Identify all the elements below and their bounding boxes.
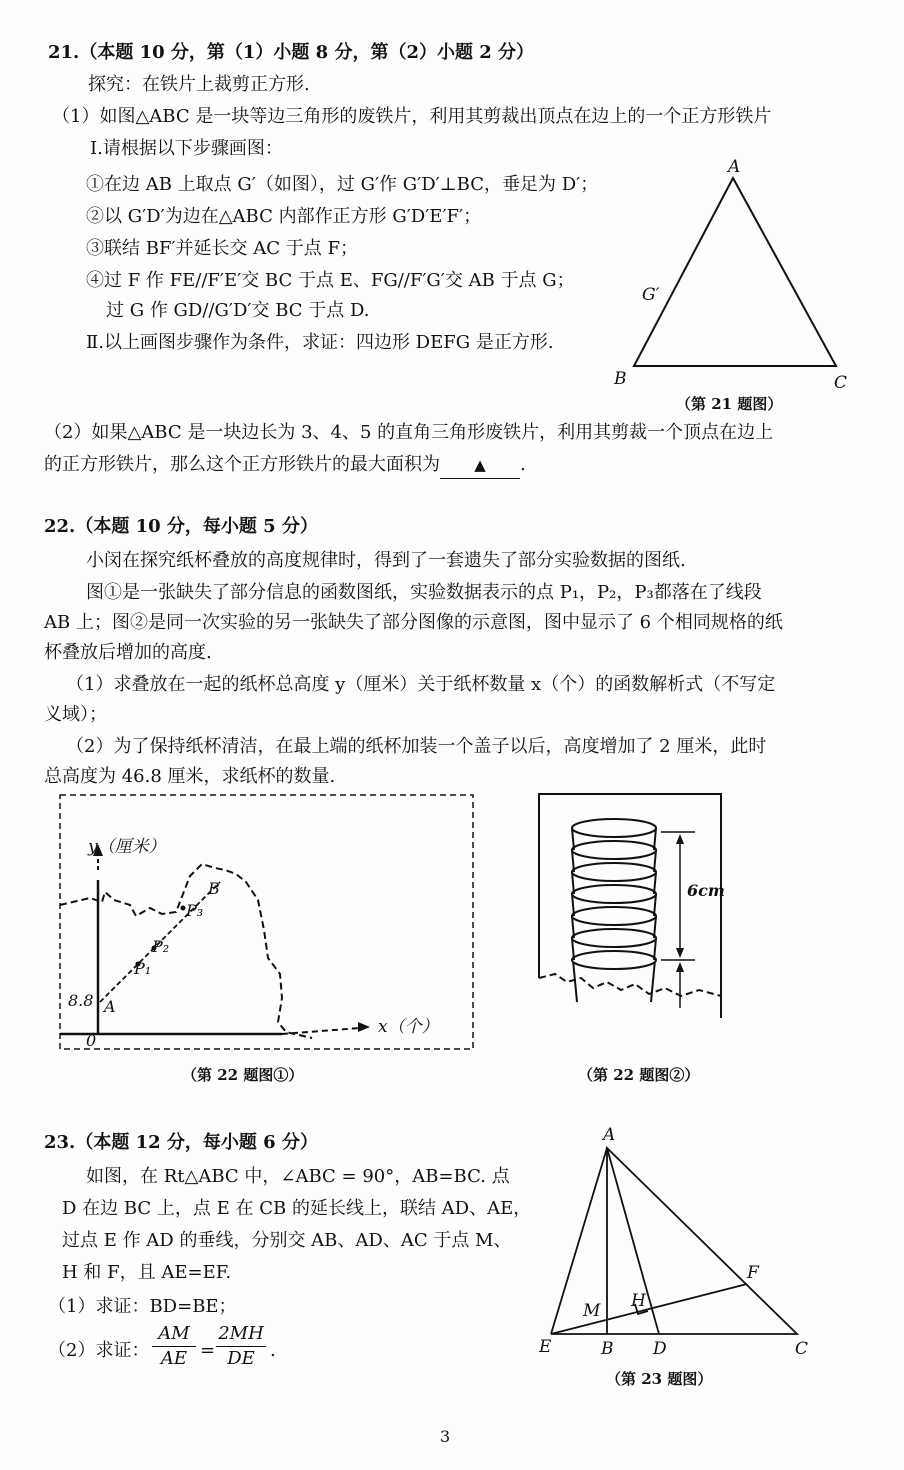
q23-label-B: B xyxy=(601,1339,614,1359)
fraction-AM-AE: $\frac{AM}{AE}$ xyxy=(152,1322,196,1371)
q21-label-C: C xyxy=(834,373,848,393)
q23-line3: 过点 E 作 AD 的垂线，分别交 AB、AD、AC 于点 M、 xyxy=(62,1230,512,1251)
q22-figure1-caption: （第 22 题图①） xyxy=(182,1066,304,1084)
q23-header: 23.（本题 12 分，每小题 6 分） xyxy=(44,1132,318,1153)
q22-para2-line1: 图①是一张缺失了部分信息的函数图纸，实验数据表示的点 P₁，P₂，P₃都落在了线段 xyxy=(86,582,762,603)
q22-figure2-caption: （第 22 题图②） xyxy=(578,1066,700,1084)
q22-figure1-graph xyxy=(50,790,480,1055)
q22-figure2-cups xyxy=(535,792,725,1024)
q21-step-4: ④过 F 作 FE//F′E′交 BC 于点 E、FG//F′G′交 AB 于点 G； xyxy=(86,270,575,291)
q22-question1-line2: 义域）； xyxy=(44,704,107,725)
q22-question2-line2: 总高度为 46.8 厘米，求纸杯的数量. xyxy=(44,766,336,787)
q21-step-2: ②以 G′D′为边在△ABC 内部作正方形 G′D′E′F′； xyxy=(86,206,482,227)
q23-end-period: . xyxy=(270,1340,276,1361)
q22-question2-line1: （2）为了保持纸杯清洁，在最上端的纸杯加装一个盖子以后，高度增加了 2 厘米，此时 xyxy=(66,736,767,757)
q23-label-F: F xyxy=(747,1263,759,1283)
q21-step-3: ③联结 BF′并延长交 AC 于点 F； xyxy=(86,238,358,259)
q23-label-M: M xyxy=(583,1301,601,1321)
q21-part1: （1）如图△ABC 是一块等边三角形的废铁片，利用其剪裁出顶点在边上的一个正方形铁片 xyxy=(52,106,772,127)
x-axis-label: x（个） xyxy=(378,1017,439,1037)
q21-label-B: B xyxy=(614,369,627,389)
q23-question2: （2）求证： xyxy=(48,1340,150,1361)
answer-blank[interactable]: ▲ xyxy=(440,452,520,479)
q21-step-II: Ⅱ.以上画图步骤作为条件，求证：四边形 DEFG 是正方形. xyxy=(86,332,554,353)
q22-header: 22.（本题 10 分，每小题 5 分） xyxy=(44,516,318,537)
label-P2: P₂ xyxy=(152,937,170,956)
q21-figure-triangle xyxy=(600,150,860,400)
q23-figure xyxy=(535,1120,825,1360)
y-intercept-label: 8.8 xyxy=(68,991,94,1010)
q23-figure-caption: （第 23 题图） xyxy=(606,1370,713,1388)
q23-line4: H 和 F，且 AE=EF. xyxy=(62,1262,232,1283)
label-A: A xyxy=(104,997,116,1016)
q23-label-C: C xyxy=(795,1339,809,1359)
q23-line1: 如图，在 Rt△ABC 中，∠ABC = 90°，AB=BC. 点 xyxy=(86,1166,510,1187)
q22-para2-line3: 杯叠放后增加的高度. xyxy=(44,642,212,663)
q21-label-A: A xyxy=(728,157,741,177)
q22-para2-line2: AB 上；图②是同一次实验的另一张缺失了部分图像的示意图，图中显示了 6 个相同规格的纸 xyxy=(44,612,783,633)
q21-intro: 探究：在铁片上裁剪正方形. xyxy=(88,74,310,95)
q21-part2-line2: 的正方形铁片，那么这个正方形铁片的最大面积为 ▲ . xyxy=(44,452,526,479)
label-B: B xyxy=(208,879,220,898)
label-P3: P₃ xyxy=(186,901,204,920)
label-P1: P₁ xyxy=(134,959,152,978)
q23-label-D: D xyxy=(653,1339,667,1359)
equals-sign: = xyxy=(200,1340,216,1361)
q21-step-5: 过 G 作 GD//G′D′交 BC 于点 D. xyxy=(106,300,370,321)
page-number: 3 xyxy=(440,1427,451,1446)
q22-para1: 小闵在探究纸杯叠放的高度规律时，得到了一套遗失了部分实验数据的图纸. xyxy=(86,550,686,571)
q21-step-I: Ⅰ.请根据以下步骤画图： xyxy=(90,138,283,159)
q21-step-1: ①在边 AB 上取点 G′（如图），过 G′作 G′D′⊥BC，垂足为 D′； xyxy=(86,174,599,195)
q21-figure-caption: （第 21 题图） xyxy=(676,395,783,413)
q21-header: 21.（本题 10 分，第（1）小题 8 分，第（2）小题 2 分） xyxy=(48,42,535,63)
q21-label-G-prime: G′ xyxy=(642,285,660,305)
q23-question1: （1）求证：BD=BE； xyxy=(48,1296,237,1317)
q23-label-E: E xyxy=(539,1337,552,1357)
y-axis-label: y（厘米） xyxy=(88,837,166,857)
q23-label-H: H xyxy=(631,1291,646,1311)
q21-part2-line1: （2）如果△ABC 是一块边长为 3、4、5 的直角三角形废铁片，利用其剪裁一个顶点在边上 xyxy=(44,422,774,443)
q22-question1-line1: （1）求叠放在一起的纸杯总高度 y（厘米）关于纸杯数量 x（个）的函数解析式（不写定 xyxy=(66,674,776,695)
origin-label: 0 xyxy=(86,1031,97,1050)
height-label: 6cm xyxy=(687,881,725,900)
point-P3 xyxy=(181,906,186,911)
fraction-2MH-DE: $\frac{2MH}{DE}$ xyxy=(216,1322,266,1371)
q23-line2: D 在边 BC 上，点 E 在 CB 的延长线上，联结 AD、AE， xyxy=(62,1198,532,1219)
q23-label-A: A xyxy=(603,1125,616,1145)
